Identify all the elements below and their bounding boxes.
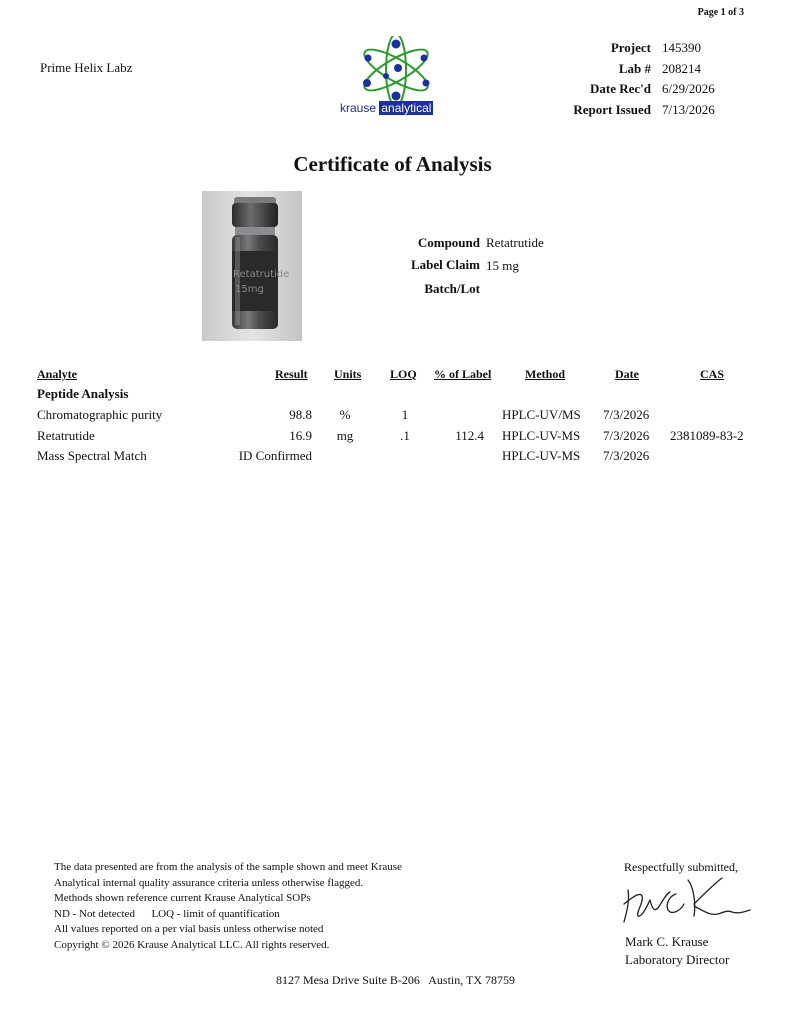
compound-label: Compound xyxy=(417,235,480,250)
label-claim-label: Label Claim xyxy=(411,257,480,272)
row3-analyte: Mass Spectral Match xyxy=(37,448,147,463)
batch-lot-label: Batch/Lot xyxy=(424,281,480,296)
label-claim-value: 15 mg xyxy=(486,258,519,273)
lab-number-label: Lab # xyxy=(618,61,651,76)
row2-date: 7/3/2026 xyxy=(603,428,650,443)
report-issued-label: Report Issued xyxy=(573,102,651,117)
row2-method: HPLC-UV-MS xyxy=(502,428,581,443)
col-header-method: Method xyxy=(525,367,565,381)
row2-analyte: Retatrutide xyxy=(37,428,95,443)
report-issued-value: 7/13/2026 xyxy=(662,102,715,117)
respectfully-submitted: Respectfully submitted, xyxy=(624,860,738,874)
row2-pct-label: 112.4 xyxy=(455,428,484,443)
row2-cas: 2381089-83-2 xyxy=(670,428,744,443)
col-header-pct-label: % of Label xyxy=(434,367,492,381)
col-header-cas: CAS xyxy=(700,367,725,381)
col-header-loq: LOQ xyxy=(390,367,417,381)
row3-result: ID Confirmed xyxy=(238,448,312,463)
row2-units: mg xyxy=(336,428,354,443)
project-value: 145390 xyxy=(662,40,701,55)
lab-number-value: 208214 xyxy=(662,61,701,76)
row3-date: 7/3/2026 xyxy=(603,448,650,463)
date-received-value: 6/29/2026 xyxy=(662,81,715,96)
row1-loq: 1 xyxy=(401,407,409,422)
vial-label-line2: 15mg xyxy=(235,284,264,295)
row1-analyte: Chromatographic purity xyxy=(37,407,163,422)
footer-notes xyxy=(54,860,402,953)
footer-note-4: ND - Not detected LOQ - limit of quantification xyxy=(54,907,280,920)
lab-address: 8127 Mesa Drive Suite B-206 Austin, TX 78759 xyxy=(275,973,516,987)
footer-note-2: Analytical internal quality assurance criteria unless otherwise flagged. xyxy=(54,876,364,889)
compound-value: Retatrutide xyxy=(486,235,544,250)
logo-word-krause: krause xyxy=(340,101,377,115)
page-number: Page 1 of 3 xyxy=(697,7,744,18)
row3-method: HPLC-UV-MS xyxy=(502,448,581,463)
document-title: Certificate of Analysis xyxy=(293,152,492,176)
footer-note-5: All values reported on a per vial basis unless otherwise noted xyxy=(54,923,324,935)
col-header-units: Units xyxy=(334,367,362,381)
col-header-date: Date xyxy=(615,367,639,381)
col-header-analyte: Analyte xyxy=(37,367,77,381)
section-title: Peptide Analysis xyxy=(37,386,129,401)
col-header-result: Result xyxy=(275,367,308,381)
signature-image xyxy=(614,874,754,928)
row2-result: 16.9 xyxy=(289,428,312,443)
signer-block xyxy=(625,933,729,969)
signer-title: Laboratory Director xyxy=(625,952,730,967)
vial-photo xyxy=(202,191,302,341)
footer-note-6: Copyright © 2026 Krause Analytical LLC. All rights reserved. xyxy=(54,938,330,951)
logo-word-analytical: analytical xyxy=(381,101,432,115)
row1-result: 98.8 xyxy=(289,407,312,422)
row1-date: 7/3/2026 xyxy=(603,407,650,422)
client-name: Prime Helix Labz xyxy=(40,60,133,75)
row1-method: HPLC-UV/MS xyxy=(502,407,581,422)
project-label: Project xyxy=(610,40,651,55)
row1-units: % xyxy=(339,407,351,422)
signer-name: Mark C. Krause xyxy=(625,934,709,949)
date-received-label: Date Rec'd xyxy=(589,81,651,96)
footer-note-3: Methods shown reference current Krause Analytical SOPs xyxy=(54,892,311,904)
footer-note-1: The data presented are from the analysis of the sample shown and meet Krause xyxy=(54,861,402,873)
logo-wordmark xyxy=(340,101,433,115)
vial-label-line1: Retatrutide xyxy=(233,269,290,280)
row2-loq: .1 xyxy=(400,428,410,443)
